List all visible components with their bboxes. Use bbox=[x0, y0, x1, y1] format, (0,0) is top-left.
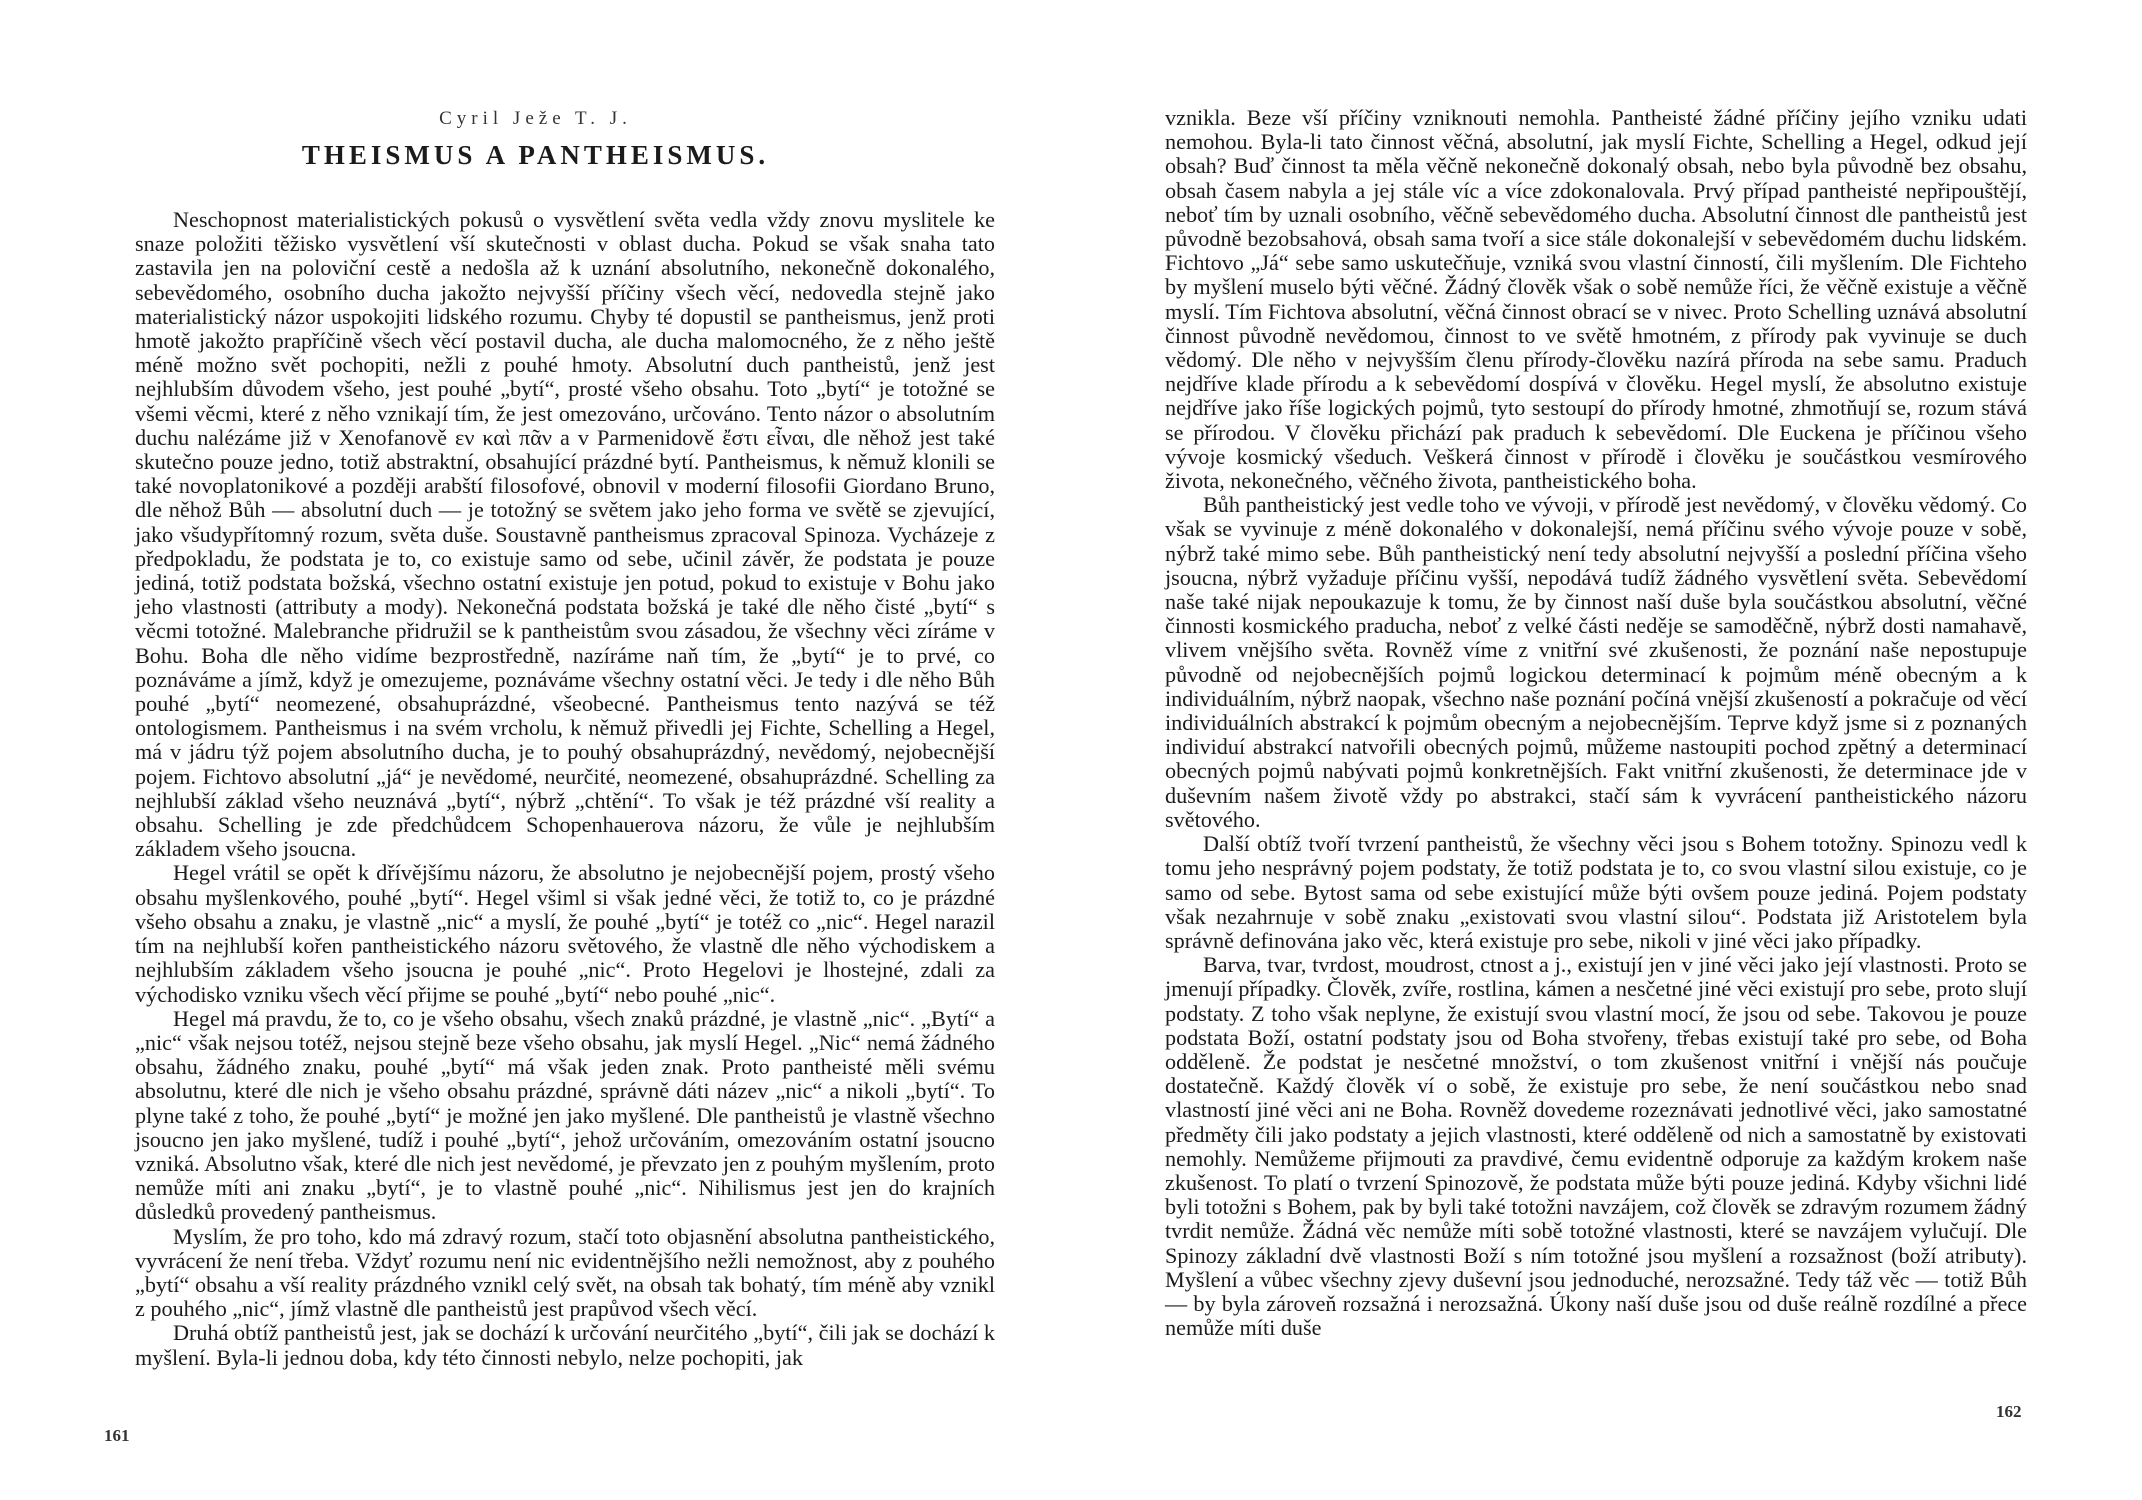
page-number-right: 162 bbox=[1996, 1402, 2022, 1421]
paragraph: Neschopnost materialistických pokusů o vysvětlení světa vedla vždy znovu myslitele ke snaze položiti těžisko vysvětlení vší skutečnosti v oblast ducha. Pokud se však snaha tato zastavila jen na poloviční cestě a nedošla až k uznání absolutního, nekonečně dokonalého, sebevědomého, osobního ducha jakožto nejvyšší příčiny všech věcí, nedovedla stejně jako materialistický názor uspokojiti lidského rozumu. Chyby té dopustil se pantheismus, jenž proti hmotě jakožto prapříčině všech věcí postavil ducha, ale ducha malomocného, že z něho ještě méně možno svět pochopiti, nežli z pouhé hmoty. Absolutní duch pantheistů, jenž jest nejhlubším důvodem všeho, jest pouhé „bytí“, prosté všeho obsahu. Toto „bytí“ je totožné se všemi věcmi, které z něho vznikají tím, že jest omezováno, určováno. Tento názor o absolutním duchu nalézáme již v Xenofanově εν καὶ πᾶν a v Parmenidově ἔστι εἶναι, dle něhož jest také skutečno pouze jedno, totiž abstraktní, obsahující prázdné bytí. Pantheismus, k němuž klonili se také novoplatonikové a později arabští filosofové, obnovil v moderní filosofii Giordano Bruno, dle něhož Bůh — absolutní duch — je totožný se světem jako jeho forma ve světě se zjevující, jako všudypřítomný rozum, světa duše. Soustavně pantheismus zpracoval Spinoza. Vycházeje z předpokladu, že podstata je to, co existuje samo od sebe, učinil závěr, že podstata je pouze jediná, totiž podstata božská, všechno ostatní existuje jen potud, pokud to existuje v Bohu jako jeho vlastnosti (attributy a mody). Nekonečná podstata božská je také dle něho čisté „bytí“ s věcmi totožné. Malebranche přidružil se k pantheistům svou zásadou, že všechny věci zíráme v Bohu. Boha dle něho vidíme bezprostředně, nazíráme naň tím, že „bytí“ je to prvé, co poznáváme a jímž, když je omezujeme, poznáváme všechny ostatní věci. Je tedy i dle něho Bůh pouhé „bytí“ neomezené, obsahuprázdné, všeobecné. Pantheismus tento nazývá se též ontologismem. Pantheismus i na svém vrcholu, k němuž přivedli jej Fichte, Schelling a Hegel, má v jádru týž pojem absolutního ducha, je to pouhý obsahuprázdný, nevědomý, nejobecnější pojem. Fichtovo absolutní „já“ je nevědomé, neurčité, neomezené, obsahuprázdné. Schelling za nejhlubší základ všeho neuznává „bytí“, nýbrž „chtění“. To však je též prázdné vší reality a obsahu. Schelling je zde předchůdcem Schopenhauerova názoru, že vůle je nejhlubším základem všeho jsoucna. bbox=[135, 207, 995, 862]
paragraph: Druhá obtíž pantheistů jest, jak se dochází k určování neurčitého „bytí“, čili jak se dochází k myšlení. Byla-li jednou doba, kdy této činnosti nebylo, nelze pochopiti, jak bbox=[135, 1320, 995, 1370]
paragraph: Hegel má pravdu, že to, co je všeho obsahu, všech znaků prázdné, je vlastně „nic“. „Bytí“ a „nic“ však nejsou totéž, nejsou stejně beze všeho obsahu, jak myslí Hegel. „Nic“ nemá žádného obsahu, žádného znaku, pouhé „bytí“ má však jeden znak. Proto pantheisté měli svému absolutnu, které dle nich je všeho obsahu prázdné, správně dáti název „nic“ a nikoli „bytí“. To plyne také z toho, že pouhé „bytí“ je možné jen jako myšlené. Dle pantheistů je vlastně všechno jsoucno jen jako myšlené, tudíž i pouhé „bytí“, jehož určováním, omezováním ostatní jsoucno vzniká. Absolutno však, které dle nich jest nevědomé, je převzato jen z pouhým myšlením, proto nemůže míti ani znaku „bytí“, je to vlastně pouhé „nic“. Nihilismus jest jen do krajních důsledků provedený pantheismus. bbox=[135, 1005, 995, 1225]
page-number-left: 161 bbox=[104, 1426, 130, 1445]
right-page bbox=[1071, 0, 2142, 1500]
left-body-text bbox=[135, 208, 995, 1370]
author-header: Cyril Ježe T. J. bbox=[439, 108, 632, 129]
paragraph: vznikla. Beze vší příčiny vzniknouti nemohla. Pantheisté žádné příčiny jejího vzniku udati nemohou. Byla-li tato činnost věčná, absolutní, jak myslí Fichte, Schelling a Hegel, odkud její obsah? Buď činnost ta měla věčně nekonečně dokonalý obsah, nebo byla původně bez obsahu, obsah časem nabyla a jej stále víc a více zdokonalovala. Prvý případ pantheisté nepřipouštějí, neboť tím by uznali osobního, věčně sebevědomého ducha. Absolutní činnost dle pantheistů jest původně bezobsahová, obsah sama tvoří a sice stále dokonalejší v sebevědomém duchu lidském. Fichtovo „Já“ sebe samo uskutečňuje, vzniká svou vlastní činností, čili myšlením. Dle Fichteho by myšlení muselo býti věčné. Žádný člověk však o sobě nemůže říci, že věčně existuje a věčně myslí. Tím Fichtova absolutní, věčná činnost obrací se v nivec. Proto Schelling uznává absolutní činnost původně nevědomou, činnost to ve světě hmotném, z přírody pak vyvinuje se duch vědomý. Dle něho v nejvyšším členu přírody-člověku nazírá příroda na sebe samu. Praduch nejdříve klade přírodu a k sebevědomí dospívá v člověku. Hegel myslí, že absolutno existuje nejdříve jako říše logických pojmů, tyto sestoupí do přírody hmotné, zhmotňují se, rozum stává se přírodou. V člověku přichází pak praduch k sebevědomí. Dle Euckena je příčinou všeho vývoje kosmický všeduch. Veškerá činnost v přírodě i člověku je součástkou vesmírového života, nekonečného, věčného života, pantheistického boha. bbox=[1165, 105, 2027, 494]
right-body-text bbox=[1165, 106, 2027, 1340]
paragraph: Bůh pantheistický jest vedle toho ve vývoji, v přírodě jest nevědomý, v člověku vědomý. Co však se vyvinuje z méně dokonalého v dokonalejší, nemá příčinu svého vývoje pouze v sobě, nýbrž také mimo sebe. Bůh pantheistický není tedy absolutní nejvyšší a poslední příčina všeho jsoucna, nýbrž vyžaduje příčinu vyšší, nepodává tudíž žádného vysvětlení světa. Sebevědomí naše také nijak nepoukazuje k tomu, že by činnost naší duše byla součástkou absolutní, věčné činnosti kosmického praducha, neboť z velké části neděje se samoděčně, nýbrž dosti namahavě, vlivem vnějšího světa. Rovněž víme z vnitřní své zkušenosti, že poznání naše nepostupuje původně od nejobecnějších pojmů logickou determinací k pojmům méně obecným a k individuálním, nýbrž naopak, všechno naše poznání počíná vnější zkušeností a pokračuje od věcí individuálních abstrakcí k pojmům obecným a nejobecnějším. Teprve když jsme si z poznaných individuí abstrakcí natvořili obecných pojmů, můžeme nastoupiti pochod zpětný a determinací obecných pojmů nabývati pojmů konkretnějších. Fakt vnitřní zkušenosti, že determinace jde v duševním našem životě vždy po abstrakci, stačí sám k vyvrácení pantheistického názoru světového. bbox=[1165, 492, 2027, 832]
paragraph: Další obtíž tvoří tvrzení pantheistů, že všechny věci jsou s Bohem totožny. Spinozu vedl k tomu jeho nesprávný pojem podstaty, že totiž podstata je to, co svou vlastní silou existuje, co je samo od sebe. Bytost sama od sebe existující může býti ovšem pouze jediná. Pojem podstaty však nezahrnuje v sobě znaku „existovati svou vlastní silou“. Podstata již Aristotelem byla správně definována jako věc, která existuje pro sebe, nikoli v jiné věci jako případky. bbox=[1165, 831, 2027, 953]
article-title: THEISMUS A PANTHEISMUS. bbox=[301, 140, 770, 170]
paragraph: Myslím, že pro toho, kdo má zdravý rozum, stačí toto objasnění absolutna pantheistického, vyvrácení že není třeba. Vždyť rozumu není nic evidentnějšího nežli nemožnost, aby z pouhého „bytí“ obsahu a vší reality prázdného vznikl celý svět, na obsah tak bohatý, tím méně aby vznikl z pouhého „nic“, jímž vlastně dle pantheistů jest prapůvod všech věcí. bbox=[135, 1223, 995, 1322]
paragraph: Barva, tvar, tvrdost, moudrost, ctnost a j., existují jen v jiné věci jako její vlastnosti. Proto se jmenují případky. Člověk, zvíře, rostlina, kámen a nesčetné jiné věci existují pro sebe, proto slují podstaty. Z toho však neplyne, že existují svou vlastní mocí, že jsou od sebe. Takovou je pouze podstata Boží, ostatní podstaty jsou od Boha stvořeny, třebas existují také pro sebe, od Boha odděleně. Že podstat je nesčetné množství, o tom zkušenost vnitřní i vnější nás poučuje dostatečně. Každý člověk ví o sobě, že existuje pro sebe, že není součástkou nebo snad vlastností jiné věci ani ne Boha. Rovněž dovedeme rozeznávati jednotlivé věci, jako samostatné předměty čili jako podstaty a jejich vlastnosti, které odděleně od nich a samostatně by existovati nemohly. Nemůžeme přijmouti za pravdivé, čemu evidentně odporuje za každým krokem naše zkušenost. To platí o tvrzení Spinozově, že podstata může býti pouze jediná. Kdyby všichni lidé byli totožni s Bohem, pak by byli také totožni navzájem, což člověk se zdravým rozumem žádný tvrdit nemůže. Žádná věc nemůže míti sobě totožné vlastnosti, které se navzájem vylučují. Dle Spinozy základní dvě vlastnosti Boží s ním totožné jsou myšlení a rozsažnost (boží atributy). Myšlení a vůbec všechny zjevy duševní jsou jednoduché, nerozsažné. Tedy táž věc — totiž Bůh — by byla zároveň rozsažná i nerozsažná. Úkony naší duše jsou od duše reálně rozdílné a přece nemůže míti duše bbox=[1165, 952, 2027, 1341]
paragraph: Hegel vrátil se opět k dřívějšímu názoru, že absolutno je nejobecnější pojem, prostý všeho obsahu myšlenkového, pouhé „bytí“. Hegel všiml si však jedné věci, že totiž to, co je prázdné všeho obsahu a znaku, je vlastně „nic“ a myslí, že pouhé „bytí“ je totéž co „nic“. Hegel narazil tím na nejhlubší kořen pantheistického názoru světového, že vlastně dle něho východiskem a nejhlubším základem všeho jsoucna je pouhé „nic“. Proto Hegelovi je lhostejné, zdali za východisko vzniku všech věcí přijme se pouhé „bytí“ nebo pouhé „nic“. bbox=[135, 860, 995, 1007]
